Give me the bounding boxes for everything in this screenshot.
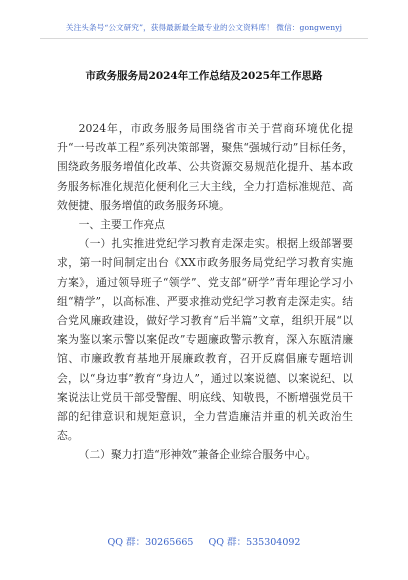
header-divider [40, 38, 368, 39]
header-note: 关注头条号“公文研究”，获得最新最全最专业的公文资料库！ 微信：gongwenyj [65, 23, 343, 32]
intro-paragraph: 2024年，市政务服务局围绕省市关于营商环境优化提升“一号改革工程”系列决策部署，聚焦“强城行动”目标任务，围绕政务服务增值化改革、公共资源交易规范化提升、基本政务服务标准化规范化便利化三大主线，全力打造标准规范、高效便捷、服务增值的政务服务环境。 [57, 122, 353, 212]
section-heading: 一、主要工作亮点 [78, 218, 165, 232]
footer-qq-right: QQ 群：535304092 [208, 537, 301, 548]
body-paragraph: （一）扎实推进党纪学习教育走深走实。根据上级部署要求，第一时间制定出台《XX市政务服务局党纪学习教育实施方案》，通过领导班子“领学”、党支部“研学”青年理论学习小组“精学”，以高标准、严要求推动党纪学习教育走深走实。结合党风廉政建设，做好学习教育“后半篇”文章，组织开展“以案为鉴以案示警以案促改”专题廉政警示教育，深入东瓯清廉馆、市廉政教育基地开展廉政教育，召开反腐倡廉专题培训会，以“身边事”教育“身边人”，通过以案说德、以案说纪、以案说法让党员干部受警醒、明底线、知敬畏，不断增强党员干部的纪律意识和规矩意识，全力营造廉洁并重的机关政治生态。 [57, 237, 353, 443]
footer-qq-left: QQ 群：30265665 [107, 537, 194, 548]
footer-contacts [0, 534, 408, 548]
subsection-heading: （二）聚力打造“形神效”兼备企业综合服务中心。 [78, 448, 317, 462]
document-title: 市政务服务局2024年工作总结及2025年工作思路 [85, 70, 323, 82]
document-body [57, 119, 353, 465]
